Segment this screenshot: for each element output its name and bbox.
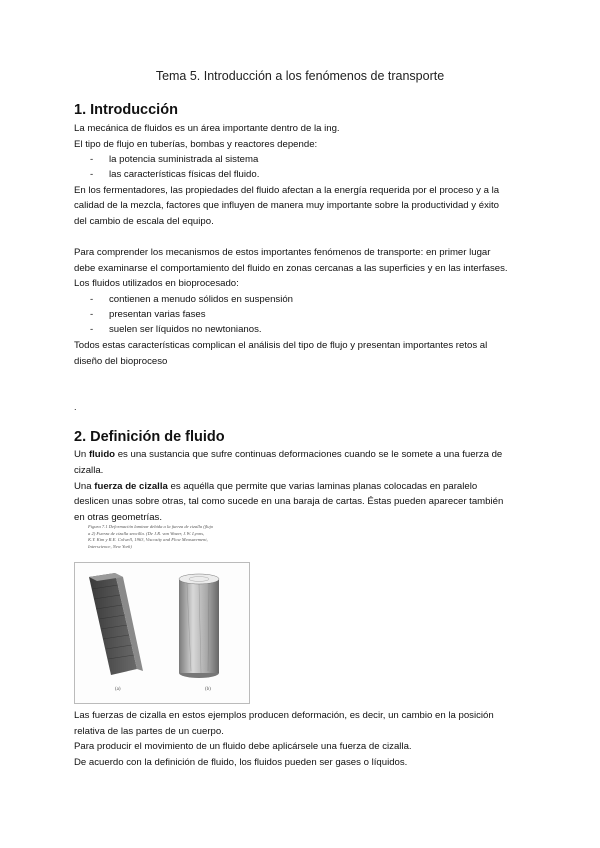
paragraph-line: debe examinarse el comportamiento del fluido en zonas cercanas a las superficies y en las interfases. — [74, 263, 508, 274]
paragraph-line: Para producir el movimiento de un fluido debe aplicársele una fuerza de cizalla. — [74, 741, 412, 752]
bullet-dash: - — [90, 294, 94, 305]
bullet-item: - suelen ser líquidos no newtonianos. — [90, 322, 262, 338]
paragraph-line: del cambio de escala del equipo. — [74, 216, 214, 227]
paragraph-line: relativa de las partes de un cuerpo. — [74, 726, 224, 737]
document-title: Tema 5. Introducción a los fenómenos de transporte — [155, 69, 445, 83]
paragraph-line: cizalla. — [74, 465, 104, 476]
bullet-item: - contienen a menudo sólidos en suspensión — [90, 292, 293, 308]
card-stack-shape — [89, 573, 143, 675]
shear-figure — [74, 522, 250, 704]
figure-label-a: (a) — [115, 687, 121, 692]
paragraph-line: Para comprender los mecanismos de estos importantes fenómenos de transporte: en primer lugar — [74, 247, 491, 258]
section-heading-introduccion: 1. Introducción — [74, 102, 178, 118]
shear-illustration — [75, 563, 249, 703]
paragraph-line: De acuerdo con la definición de fluido, los fluidos pueden ser gases o líquidos. — [74, 757, 408, 768]
bullet-item: - la potencia suministrada al sistema — [90, 152, 258, 168]
term-fluido: fluido — [88, 449, 116, 460]
figure-frame — [74, 562, 250, 704]
term-fuerza-de-cizalla: fuerza de cizalla — [94, 481, 168, 492]
figure-label-b: (b) — [205, 687, 211, 692]
bullet-dash: - — [90, 169, 94, 180]
paragraph-line: diseño del bioproceso — [74, 356, 168, 367]
paragraph-line: Los fluidos utilizados en bioprocesado: — [74, 278, 239, 289]
bullet-dash: - — [90, 309, 94, 320]
bullet-item: - presentan varias fases — [90, 307, 206, 323]
paragraph-line: En los fermentadores, las propiedades del fluido afectan a la energía requerida por el proceso y a la — [74, 185, 500, 196]
paragraph-line: Una fuerza de cizalla es aquélla que permite que varias laminas planas colocadas en paralelo — [74, 481, 478, 492]
paragraph-line: Un fluido es una sustancia que sufre continuas deformaciones cuando se le somete a una fuerza de — [74, 449, 503, 460]
bullet-dash: - — [90, 154, 94, 165]
bullet-item: - las características físicas del fluido. — [90, 167, 259, 183]
paragraph-line: El tipo de flujo en tuberías, bombas y reactores depende: — [74, 139, 318, 150]
paragraph-line: Las fuerzas de cizalla en estos ejemplos producen deformación, es decir, un cambio en la posición — [74, 710, 494, 721]
cylinder-shape — [179, 574, 219, 678]
section-heading-definicion: 2. Definición de fluido — [74, 429, 225, 445]
paragraph-line: La mecánica de fluidos es un área importante dentro de la ing. — [74, 123, 340, 134]
bullet-dash: - — [90, 324, 94, 335]
paragraph-line: Todos estas características complican el análisis del tipo de flujo y presentan importantes retos al — [74, 340, 488, 351]
figure-caption: Figura 7.1 Deformación laminar debida a la fuerza de cizalla (flujo a 2) Fuerza de cizalla sencilla. (De J.R. van Wazer, J.W. Lyons, K.Y. Kim y R.E. Colwell, 1963, Viscosity and Flow Measurement, Interscience, New York) — [88, 524, 214, 549]
paragraph-line: calidad de la mezcla, factores que influyen de manera muy importante sobre la productividad y éxito — [74, 200, 500, 211]
stray-dot: . — [74, 402, 77, 412]
paragraph-line: en otras geometrías. — [74, 512, 162, 523]
paragraph-line: deslicen unas sobre otras, tal como sucede en una baraja de cartas. Éstas pueden aparecer también — [74, 496, 504, 507]
